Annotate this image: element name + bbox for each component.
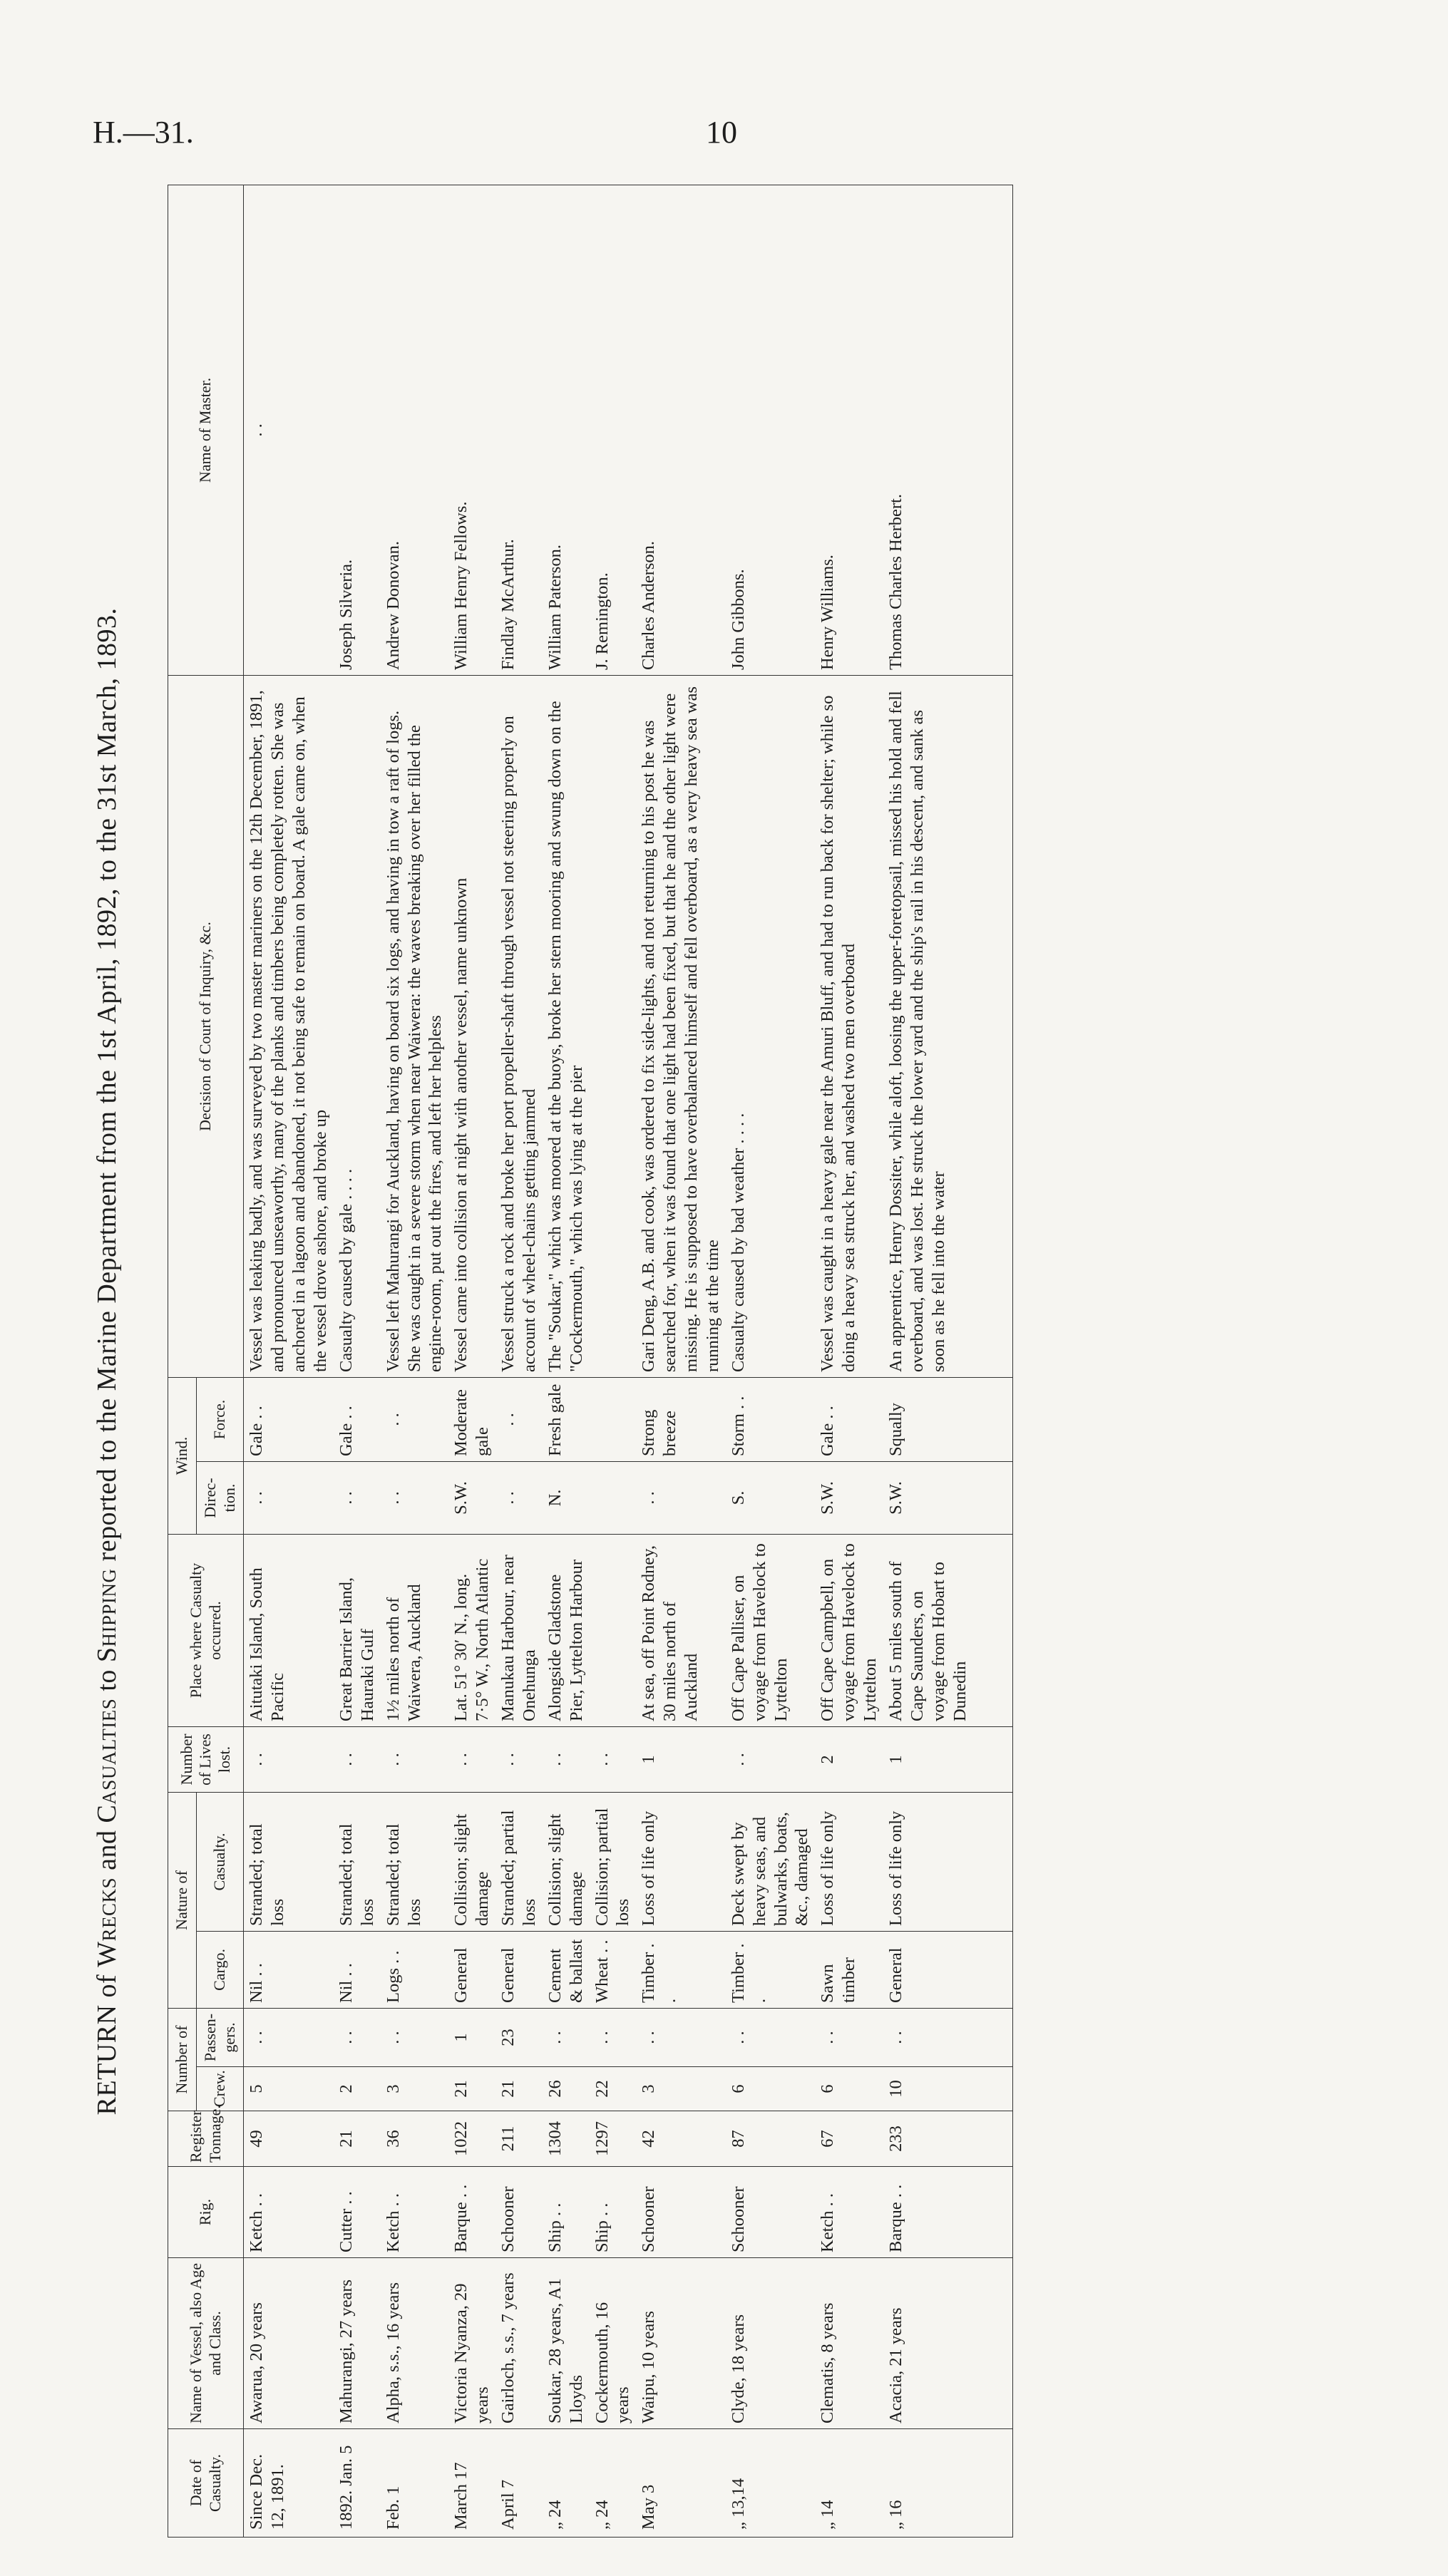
cell-tonnage: 87 (726, 2111, 816, 2167)
header-casualty: Casualty. (196, 1792, 244, 1931)
cell-vessel: Cockermouth, 16 years (590, 2258, 637, 2429)
cell-rig: Ketch . . (381, 2167, 449, 2258)
title-part: and (92, 1823, 122, 1877)
cell-vessel: Clyde, 18 years (726, 2258, 816, 2429)
header-place: Place where Casualty occurred. (168, 1534, 244, 1726)
cell-master: . . (244, 185, 334, 675)
cell-date: March 17 (448, 2429, 495, 2538)
header-passengers: Passen-gers. (196, 2008, 244, 2066)
header-nature-of: Nature of (168, 1792, 197, 2008)
cell-rig: Ketch . . (244, 2167, 334, 2258)
cell-wind-direction: S.W. (815, 1461, 883, 1534)
cell-lives: . . (726, 1726, 816, 1792)
cell-passengers: . . (883, 2008, 973, 2066)
cell-master: William Henry Fellows. (448, 185, 495, 675)
cell-passengers: . . (381, 2008, 449, 2066)
cell-casualty: Loss of life only (883, 1792, 973, 1931)
cell-decision: Gari Deng, A.B. and cook, was ordered to fix side-lights, and not returning to his post he was searched for, when it was found that one light had been fixed, but that he and the other light were missing. He is supposed to have overbalanced himself and fell overboard, as a very heavy sea was running at the time (636, 675, 726, 1377)
title-part: Casualties (92, 1698, 122, 1823)
table-row (636, 185, 726, 2537)
header-master: Name of Master. (168, 185, 244, 675)
cell-wind-force: Fresh gale (543, 1377, 590, 1461)
table-row (883, 185, 973, 2537)
table-row (448, 185, 495, 2537)
table-row (334, 185, 381, 2537)
cell-cargo: Nil . . (334, 1931, 381, 2008)
cell-vessel: Soukar, 28 years, A1 Lloyds (543, 2258, 590, 2429)
cell-decision: Vessel was caught in a heavy gale near the Amuri Bluff, and had to run back for shelter; while so doing a heavy sea struck her, and washed two men overboard (815, 675, 883, 1377)
table-row (590, 185, 637, 2537)
cell-place: 1½ miles north of Waiwera, Auckland (381, 1534, 449, 1726)
cell-vessel: Waipu, 10 years (636, 2258, 726, 2429)
header-wind-force: Force. (196, 1377, 244, 1461)
cell-wind-direction: . . (495, 1461, 543, 1534)
cell-tonnage: 21 (334, 2111, 381, 2167)
casualties-table (168, 185, 1013, 2538)
cell-wind-direction: S. (726, 1461, 816, 1534)
cell-cargo: Logs . . (381, 1931, 449, 2008)
cell-rig: Ship . . (590, 2167, 637, 2258)
cell-place: Off Cape Campbell, on voyage from Havelock to Lyttelton (815, 1534, 883, 1726)
cell-vessel: Gairloch, s.s., 7 years (495, 2258, 543, 2429)
cell-date: May 3 (636, 2429, 726, 2538)
cell-lives: . . (244, 1726, 334, 1792)
cell-crew: 6 (815, 2067, 883, 2111)
cell-lives: 1 (883, 1726, 973, 1792)
cell-decision: An apprentice, Henry Dossiter, while aloft, loosing the upper-foretopsail, missed his hold and fell overboard, and was lost. He struck the lower yard and the ship's rail in his descent, and sank as soon as he fell into the water (883, 675, 973, 1377)
cell-vessel: Clematis, 8 years (815, 2258, 883, 2429)
cell-passengers: 1 (448, 2008, 495, 2066)
cell-wind-direction: S.W. (448, 1461, 495, 1534)
cell-casualty: Stranded; partial loss (495, 1792, 543, 1931)
cell-lives: . . (448, 1726, 495, 1792)
cell-wind-direction: . . (636, 1461, 726, 1534)
cell-lives: 1 (636, 1726, 726, 1792)
cell-passengers: . . (590, 2008, 637, 2066)
cell-wind-force: . . (381, 1377, 449, 1461)
cell-casualty: Collision; partial loss (590, 1792, 637, 1931)
cell-passengers: . . (543, 2008, 590, 2066)
cell-vessel: Mahurangi, 27 years (334, 2258, 381, 2429)
cell-tonnage: 1297 (590, 2111, 637, 2167)
cell-lives: . . (334, 1726, 381, 1792)
document-code: H.—31. (93, 115, 194, 150)
cell-passengers: . . (815, 2008, 883, 2066)
header-wind: Wind. (168, 1377, 197, 1534)
title-part: reported to the Marine Department from the 1st April, 1892, to the 31st March, 1893. (92, 607, 122, 1569)
cell-wind-force: Strong breeze (636, 1377, 726, 1461)
cell-master: Findlay McArthur. (495, 185, 543, 675)
cell-crew: 10 (883, 2067, 973, 2111)
table-row (815, 185, 883, 2537)
cell-master: Charles Anderson. (636, 185, 726, 675)
cell-date: „ 14 (815, 2429, 883, 2538)
page-number: 10 (706, 115, 737, 150)
cell-wind-direction: S.W. (883, 1461, 973, 1534)
cell-date: „ 16 (883, 2429, 973, 2538)
cell-crew: 3 (636, 2067, 726, 2111)
title-part: to (92, 1662, 122, 1699)
cell-date: „ 24 (590, 2429, 637, 2538)
cell-crew: 5 (244, 2067, 334, 2111)
cell-decision: Vessel left Mahurangi for Auckland, having on board six logs, and having in tow a raft of logs. She was caught in a severe storm when near Waiwera: the waves breaking over her filled the engine-room, put out the fires, and left her helpless (381, 675, 449, 1377)
cell-decision: Vessel struck a rock and broke her port propeller-shaft through vessel not steering properly on account of wheel-chains getting jammed (495, 675, 543, 1377)
cell-place: About 5 miles south of Cape Saunders, on voyage from Hobart to Dunedin (883, 1534, 973, 1726)
cell-vessel: Awarua, 20 years (244, 2258, 334, 2429)
cell-wind-direction: . . (381, 1461, 449, 1534)
cell-date: Feb. 1 (381, 2429, 449, 2538)
cell-passengers: . . (244, 2008, 334, 2066)
cell-tonnage: 42 (636, 2111, 726, 2167)
cell-master: Andrew Donovan. (381, 185, 449, 675)
cell-tonnage: 211 (495, 2111, 543, 2167)
cell-lives: . . (590, 1726, 637, 1792)
table-row (726, 185, 816, 2537)
cell-date: „ 24 (543, 2429, 590, 2538)
cell-passengers: . . (636, 2008, 726, 2066)
cell-casualty: Loss of life only (815, 1792, 883, 1931)
table-bottom-space (972, 185, 1013, 2537)
cell-decision: Vessel was leaking badly, and was surveyed by two master mariners on the 12th December, 1891, and pronounced unseaworthy, many of the planks and timbers being completely rotten. She was anchored in a lagoon and abandoned, it not being safe to remain on board. A gale came on, when the vessel drove ashore, and broke up (244, 675, 334, 1377)
cell-crew: 6 (726, 2067, 816, 2111)
cell-cargo: General (448, 1931, 495, 2008)
cell-casualty: Stranded; total loss (334, 1792, 381, 1931)
cell-vessel: Acacia, 21 years (883, 2258, 973, 2429)
cell-rig: Cutter . . (334, 2167, 381, 2258)
header-crew: Crew. (196, 2067, 244, 2111)
cell-wind-force: Storm . . (726, 1377, 816, 1461)
cell-wind-direction: . . (244, 1461, 334, 1534)
rotated-page-content (71, 185, 1412, 2538)
cell-casualty: Stranded; total loss (381, 1792, 449, 1931)
cell-rig: Ketch . . (815, 2167, 883, 2258)
cell-cargo: Wheat . . (590, 1931, 637, 2008)
cell-rig: Barque . . (883, 2167, 973, 2258)
cell-cargo: Timber . . (726, 1931, 816, 2008)
cell-wind-force: Gale . . (815, 1377, 883, 1461)
cell-master: William Paterson. (543, 185, 590, 675)
cell-place: Aitutaki Island, South Pacific (244, 1534, 334, 1726)
cell-lives: 2 (815, 1726, 883, 1792)
cell-tonnage: 67 (815, 2111, 883, 2167)
cell-place (590, 1534, 637, 1726)
cell-tonnage: 233 (883, 2111, 973, 2167)
cell-master: John Gibbons. (726, 185, 816, 675)
cell-rig: Barque . . (448, 2167, 495, 2258)
header-decision: Decision of Court of Inquiry, &c. (168, 675, 244, 1377)
return-title (71, 185, 143, 2538)
header-lives-lost: Number of Lives lost. (168, 1726, 244, 1792)
table-row (244, 185, 334, 2537)
cell-master: Henry Williams. (815, 185, 883, 675)
header-vessel: Name of Vessel, also Age and Class. (168, 2258, 244, 2429)
cell-rig: Schooner (495, 2167, 543, 2258)
cell-lives: . . (543, 1726, 590, 1792)
cell-place: Alongside Gladstone Pier, Lyttelton Harbour (543, 1534, 590, 1726)
table-row (495, 185, 543, 2537)
cell-date: Since Dec. 12, 1891. (244, 2429, 334, 2538)
cell-wind-force: Moderate gale (448, 1377, 495, 1461)
cell-place: Manukau Harbour, near Onehunga (495, 1534, 543, 1726)
table-row (543, 185, 590, 2537)
cell-passengers: 23 (495, 2008, 543, 2066)
cell-crew: 3 (381, 2067, 449, 2111)
cell-wind-direction (590, 1461, 637, 1534)
header-wind-direction: Direc-tion. (196, 1461, 244, 1534)
cell-date: 1892. Jan. 5 (334, 2429, 381, 2538)
cell-cargo: Cement & ballast (543, 1931, 590, 2008)
cell-rig: Ship . . (543, 2167, 590, 2258)
cell-tonnage: 36 (381, 2111, 449, 2167)
header-tonnage: Register Tonnage. (168, 2111, 244, 2167)
cell-master: Thomas Charles Herbert. (883, 185, 973, 675)
cell-casualty: Stranded; total loss (244, 1792, 334, 1931)
cell-crew: 21 (495, 2067, 543, 2111)
header-number-of: Number of (168, 2008, 197, 2111)
cell-tonnage: 49 (244, 2111, 334, 2167)
cell-wind-force: Squally (883, 1377, 973, 1461)
cell-lives: . . (495, 1726, 543, 1792)
cell-wind-direction: . . (334, 1461, 381, 1534)
cell-cargo: General (883, 1931, 973, 2008)
cell-cargo: Sawn timber (815, 1931, 883, 2008)
cell-place: Great Barrier Island, Hauraki Gulf (334, 1534, 381, 1726)
cell-casualty: Deck swept by heavy seas, and bulwarks, boats, &c., damaged (726, 1792, 816, 1931)
cell-rig: Schooner (636, 2167, 726, 2258)
cell-date: April 7 (495, 2429, 543, 2538)
header-cargo: Cargo. (196, 1931, 244, 2008)
cell-wind-force: Gale . . (244, 1377, 334, 1461)
cell-crew: 2 (334, 2067, 381, 2111)
cell-passengers: . . (726, 2008, 816, 2066)
title-part: Shipping (92, 1568, 122, 1663)
title-part: RETURN of (92, 1967, 122, 2116)
cell-lives: . . (381, 1726, 449, 1792)
cell-master: Joseph Silveria. (334, 185, 381, 675)
cell-tonnage: 1304 (543, 2111, 590, 2167)
cell-wind-direction: N. (543, 1461, 590, 1534)
cell-casualty: Collision; slight damage (448, 1792, 495, 1931)
cell-casualty: Loss of life only (636, 1792, 726, 1931)
cell-place: Lat. 51° 30′ N., long. 7·5° W., North Atlantic (448, 1534, 495, 1726)
cell-cargo: Timber . . (636, 1931, 726, 2008)
title-part: Wrecks (92, 1877, 122, 1967)
cell-cargo: General (495, 1931, 543, 2008)
table-row (381, 185, 449, 2537)
cell-master: J. Remington. (590, 185, 637, 675)
cell-decision: Casualty caused by gale . . . . (334, 675, 381, 1377)
cell-place: Off Cape Palliser, on voyage from Havelock to Lyttelton (726, 1534, 816, 1726)
header-date: Date of Casualty. (168, 2429, 244, 2538)
cell-casualty: Collision; slight damage (543, 1792, 590, 1931)
cell-decision: Vessel came into collision at night with another vessel, name unknown (448, 675, 495, 1377)
cell-wind-force: . . (495, 1377, 543, 1461)
cell-crew: 21 (448, 2067, 495, 2111)
cell-tonnage: 1022 (448, 2111, 495, 2167)
cell-vessel: Victoria Nyanza, 29 years (448, 2258, 495, 2429)
cell-date: „ 13,14 (726, 2429, 816, 2538)
cell-wind-force: Gale . . (334, 1377, 381, 1461)
cell-decision: Casualty caused by bad weather . . . . (726, 675, 816, 1377)
cell-vessel: Alpha, s.s., 16 years (381, 2258, 449, 2429)
cell-rig: Schooner (726, 2167, 816, 2258)
cell-passengers: . . (334, 2008, 381, 2066)
cell-crew: 22 (590, 2067, 637, 2111)
cell-crew: 26 (543, 2067, 590, 2111)
cell-wind-force (590, 1377, 637, 1461)
cell-cargo: Nil . . (244, 1931, 334, 2008)
cell-place: At sea, off Point Rodney, 30 miles north of Auckland (636, 1534, 726, 1726)
cell-decision (590, 675, 637, 1377)
cell-decision: The "Soukar," which was moored at the buoys, broke her stern mooring and swung down on the "Cockermouth," which was lying at the pier (543, 675, 590, 1377)
header-rig: Rig. (168, 2167, 244, 2258)
